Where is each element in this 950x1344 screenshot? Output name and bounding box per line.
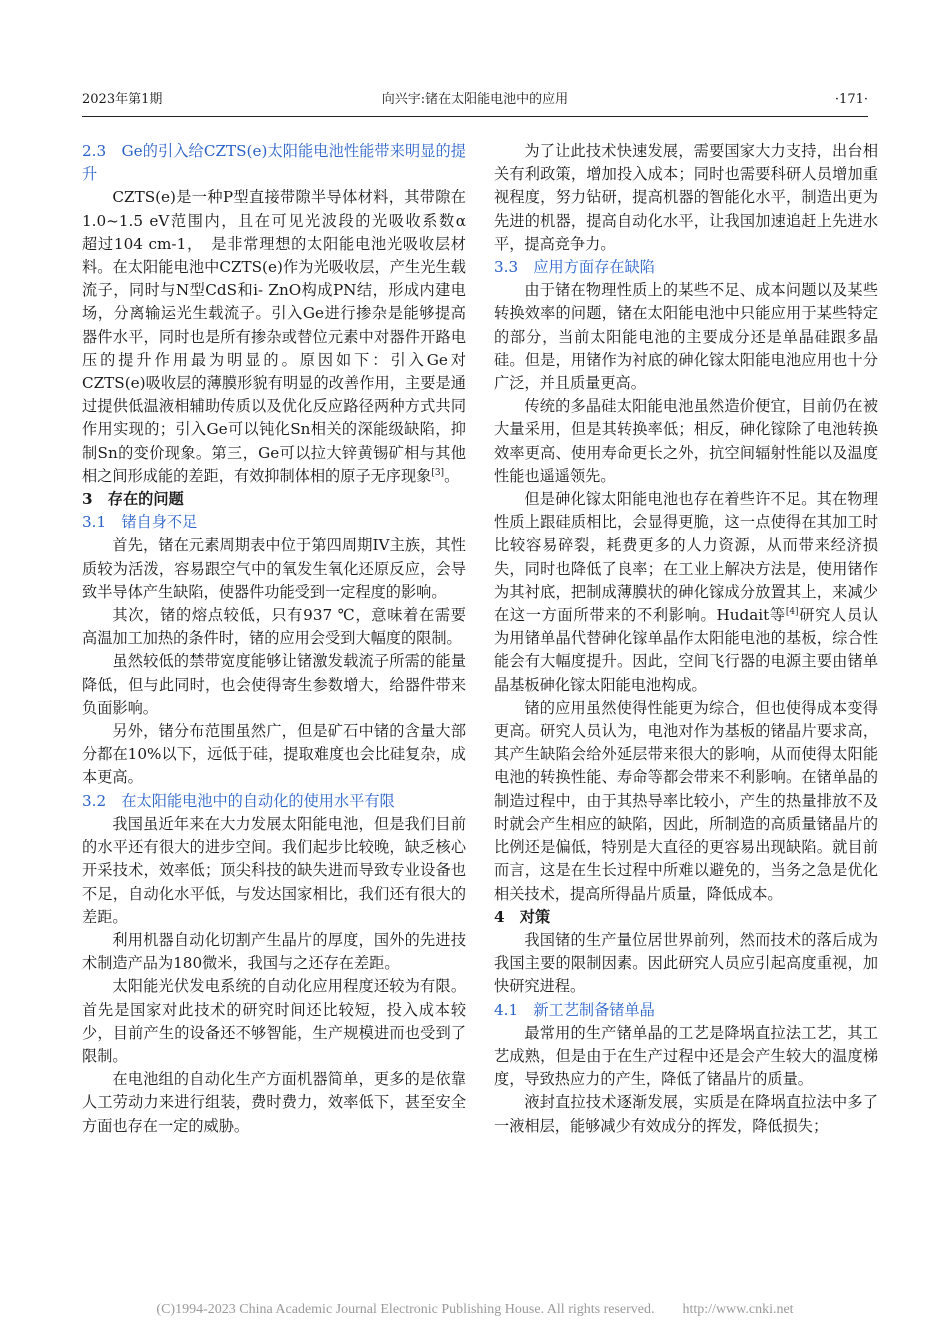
paragraph-text: CZTS(e)是一种P型直接带隙半导体材料，其带隙在1.0~1.5 eV范围内，且在可见光波段的光吸收系数α 超过104 cm-1， 是非常理想的太阳能电池光吸收层材料。在太阳能电池中CZTS(e)作为光吸收层，产生光生载流子，同时与N型CdS和i- ZnO构成PN结，形成内建电场，分离输运光生载流子。引入Ge进行掺杂是能够提高器件水平，同时也是所有掺杂或替位元素中对器件开路电压的提升作用最为明显的。原因如下：引入Ge对CZTS(e)吸收层的薄膜形貌有明显的改善作用，主要是通过提供低温液相辅助传质以及优化反应路径两种方式共同作用实现的；引入Ge可以钝化Sn相关的深能级缺陷，抑制Sn的变价现象。第三，Ge可以拉大锌黄锡矿相与其他相之间形成能的差距，有效抑制体相的原子无序现象: [82, 188, 482, 485]
paragraph-text: 3 存在的问题: [82, 490, 184, 509]
paragraph: [82, 650, 466, 720]
paragraph-text: 我国虽近年来在大力发展太阳能电池，但是我们目前的水平还有很大的进步空间。我们起步比较晚，缺乏核心开采技术，效率低；顶尖科技的缺失进而导致专业设备也不足，自动化水平低，与发达国家相比，我们还有很大的差距。: [82, 814, 466, 926]
paragraph: [82, 1068, 466, 1138]
paragraph: [82, 604, 466, 650]
paragraph-text: 。: [444, 466, 460, 485]
paragraph-text: 2.3 Ge的引入给CZTS(e)太阳能电池性能带来明显的提升: [82, 142, 466, 184]
paragraph: [494, 1091, 878, 1137]
paragraph: [494, 697, 878, 906]
paragraph-text: 传统的多晶硅太阳能电池虽然造价便宜，目前仍在被大量采用，但是其转换率低；相反，砷化镓除了电池转换效率更高、使用寿命更长之外，抗空间辐射性能以及温度性能也遥遥领先。: [494, 397, 878, 485]
paragraph-text: 3.2 在太阳能电池中的自动化的使用水平有限: [82, 791, 395, 810]
section-heading: [82, 511, 466, 534]
header-rule: [82, 116, 868, 117]
journal-issue: 2023年第1期: [82, 92, 163, 107]
section-heading: [494, 999, 878, 1022]
chapter-heading: [494, 906, 878, 929]
paragraph: [82, 720, 466, 790]
paragraph: [494, 1022, 878, 1092]
section-heading: [494, 256, 878, 279]
paragraph: [82, 186, 482, 488]
paragraph-text: 3.1 锗自身不足: [82, 513, 198, 532]
paragraph-text: 最常用的生产锗单晶的工艺是降埚直拉法工艺，其工艺成熟，但是由于在生产过程中还是会产生较大的温度梯度，导致热应力的产生，降低了锗晶片的质量。: [494, 1023, 878, 1089]
paragraph: [494, 140, 878, 256]
paragraph: [494, 279, 878, 395]
paragraph: [82, 929, 466, 975]
article-title-header: 向兴宇:锗在太阳能电池中的应用: [381, 92, 569, 107]
paragraph: [82, 975, 466, 1068]
paragraph-text: 4.1 新工艺制备锗单晶: [494, 1000, 655, 1019]
citation-ref[interactable]: [4]: [785, 607, 799, 617]
paragraph-text: 为了让此技术快速发展，需要国家大力支持，出台相关有利政策，增加投入成本；同时也需要科研人员增加重视程度，努力钻研，提高机器的智能化水平，制造出更为先进的机器，提高自动化水平，让我国加速追赶上先进水平，提高竞争力。: [494, 142, 878, 253]
paragraph: [82, 813, 466, 929]
copyright-footer: (C)1994-2023 China Academic Journal Electronic Publishing House. All rights reserved. http://www.cnki.net: [156, 1302, 794, 1317]
chapter-heading: [82, 488, 466, 511]
paragraph-text: 另外，锗分布范围虽然广，但是矿石中锗的含量大部分都在10%以下，远低于硅，提取难度也会比硅复杂，成本更高。: [82, 722, 466, 787]
paragraph: [494, 929, 878, 999]
paragraph: [494, 395, 878, 488]
running-header: [82, 88, 868, 116]
page-number: ·171·: [834, 92, 868, 107]
paragraph-text: 研究人员认为用锗单晶代替砷化镓单晶作太阳能电池的基板，综合性能会有大幅度提升。因此，空间飞行器的电源主要由锗单晶基板砷化镓太阳能电池构成。: [494, 606, 879, 694]
section-heading: [82, 790, 466, 813]
paragraph-text: 首先，锗在元素周期表中位于第四周期IV主族，其性质较为活泼，容易跟空气中的氧发生氧化还原反应，会导致半导体产生缺陷，使器件功能受到一定程度的影响。: [82, 536, 466, 601]
paragraph: [494, 488, 878, 697]
paragraph-text: 虽然较低的禁带宽度能够让锗激发载流子所需的能量降低，但与此同时，也会使得寄生参数增大，给器件带来负面影响。: [82, 652, 466, 717]
paragraph-text: 3.3 应用方面存在缺陷: [494, 258, 655, 277]
paragraph-text: 由于锗在物理性质上的某些不足、成本问题以及某些转换效率的问题，锗在太阳能电池中只能应用于某些特定的部分，当前太阳能电池的主要成分还是单晶硅跟多晶硅。但是，用锗作为衬底的砷化镓太阳能电池应用也十分广泛，并且质量更高。: [494, 281, 878, 393]
paragraph-text: 太阳能光伏发电系统的自动化应用程度还较为有限。首先是国家对此技术的研究时间还比较短，投入成本较少，目前产生的设备还不够智能，生产规模进而也受到了限制。: [82, 977, 466, 1065]
paragraph-text: 在电池组的自动化生产方面机器简单，更多的是依靠人工劳动力来进行组装，费时费力，效率低下，甚至安全方面也存在一定的威胁。: [82, 1070, 466, 1135]
right-column: [494, 140, 878, 1138]
paragraph-text: 液封直拉技术逐渐发展，实质是在降埚直拉法中多了一液相层，能够减少有效成分的挥发，降低损失；: [494, 1093, 878, 1135]
paragraph-text: 但是砷化镓太阳能电池也存在着些许不足。其在物理性质上跟硅质相比，会显得更脆，这一点使得在其加工时比较容易碎裂，耗费更多的人力资源，从而带来经济损失，同时也降低了良率；在工业上解决方法是，使用锗作为其衬底，把制成薄膜状的砷化镓成分放置其上，来减少在这一方面所带来的不利影响。Hudait等: [494, 490, 878, 625]
paragraph: [82, 534, 466, 604]
citation-ref[interactable]: [3]: [431, 467, 445, 478]
left-column: [82, 140, 482, 1138]
paragraph-text: 其次，锗的熔点较低，只有937 ℃，意味着在需要高温加工加热的条件时，锗的应用会受到大幅度的限制。: [82, 606, 466, 648]
paragraph-text: 4 对策: [494, 907, 551, 926]
paragraph-text: 锗的应用虽然使得性能更为综合，但也使得成本变得更高。研究人员认为，电池对作为基板的锗晶片要求高，其产生缺陷会给外延层带来很大的影响，从而使得太阳能电池的转换性能、寿命等都会带来不利影响。在锗单晶的制造过程中，由于其热导率比较小，产生的热量排放不及时就会产生相应的缺陷，因此，所制造的高质量锗晶片的比例还是偏低，特别是大直径的更容易出现缺陷。就目前而言，这是在生长过程中所难以避免的，当务之急是优化相关技术，提高所得晶片质量，降低成本。: [494, 698, 878, 903]
paragraph-text: 利用机器自动化切割产生晶片的厚度，国外的先进技术制造产品为180微米，我国与之还存在差距。: [82, 930, 466, 973]
paragraph-text: 我国锗的生产量位居世界前列，然而技术的落后成为我国主要的限制因素。因此研究人员应引起高度重视，加快研究进程。: [494, 930, 878, 996]
section-heading: [82, 140, 466, 186]
